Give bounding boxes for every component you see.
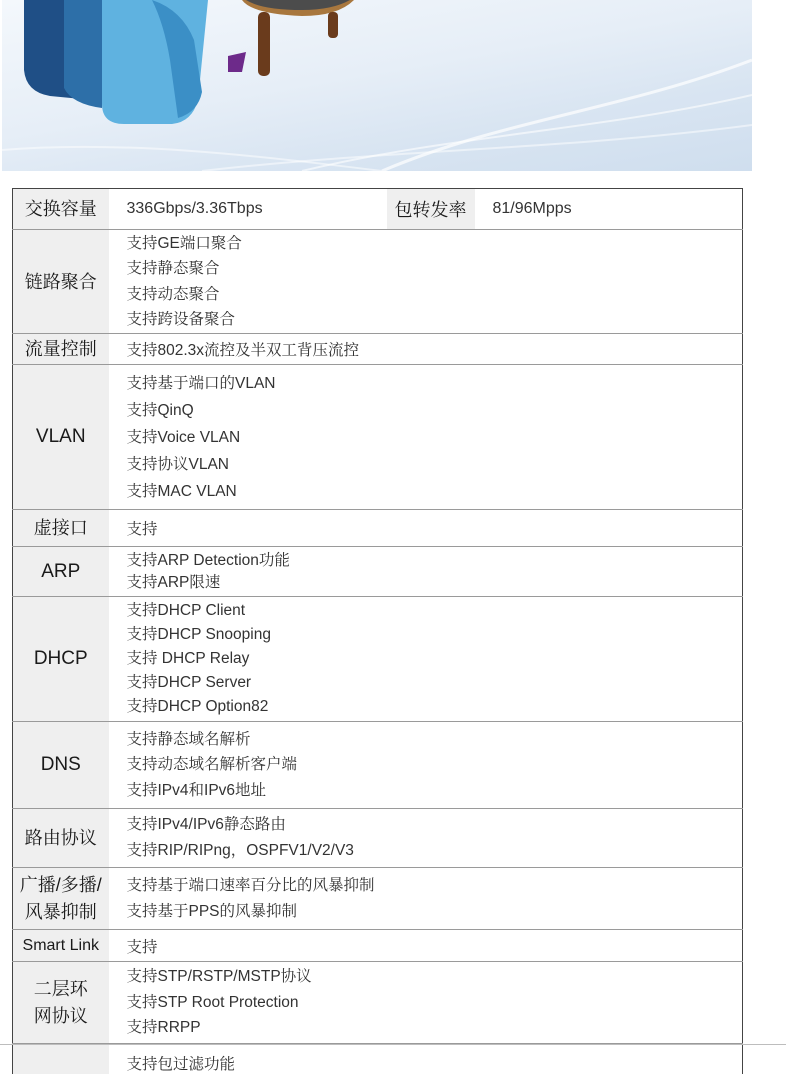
row-line: 支持802.3x流控及半双工背压流控: [126, 342, 360, 359]
row-label: 路由协议: [13, 809, 109, 868]
row-label: 交换容量: [13, 189, 109, 230]
row-label: VLAN: [13, 365, 109, 510]
row-value: [109, 334, 743, 365]
row-line: 支持DHCP Client: [126, 602, 246, 619]
row-label: 流量控制: [13, 334, 109, 365]
table-row: [13, 230, 743, 334]
row-line: 支持: [126, 938, 158, 956]
row-label: [13, 1044, 109, 1074]
row-value: [109, 868, 743, 930]
table-row: [13, 189, 743, 230]
row-line: 支持DHCP Server: [126, 674, 252, 691]
row-label-line: 网协议: [33, 1005, 88, 1026]
row-line: 支持STP/RSTP/MSTP协议: [126, 968, 312, 986]
row-label: DHCP: [13, 597, 109, 722]
row-value: [109, 962, 743, 1044]
row-value: [109, 547, 743, 597]
table-row: [13, 722, 743, 809]
row-line: 支持协议VLAN: [126, 455, 229, 473]
row-line: 支持GE端口聚合: [126, 234, 242, 252]
row-line: 支持IPv4和IPv6地址: [126, 781, 267, 799]
table-row: [13, 930, 743, 962]
row-line: 支持静态聚合: [126, 260, 220, 277]
table-row: [13, 597, 743, 722]
table-row: [13, 510, 743, 547]
row-value: [109, 722, 743, 809]
row-line: 支持QinQ: [126, 401, 194, 419]
row-value: [109, 809, 743, 868]
divider: [0, 1044, 786, 1045]
row-value: [109, 365, 743, 510]
row-line: 支持基于端口的VLAN: [126, 374, 276, 392]
table-row: [13, 962, 743, 1044]
row-line: 支持跨设备聚合: [126, 311, 236, 328]
row-line: 支持STP Root Protection: [126, 993, 299, 1011]
row-label-line: 广播/多播/: [19, 874, 102, 895]
row-label-line: 风暴抑制: [24, 901, 97, 922]
row-line: 支持包过滤功能: [126, 1055, 236, 1073]
row-line: 支持ARP限速: [126, 573, 221, 591]
row-line: 支持Voice VLAN: [126, 428, 241, 446]
row-label: 虚接口: [13, 510, 109, 547]
row-label: [13, 962, 109, 1044]
row-line: 支持DHCP Snooping: [126, 626, 271, 643]
table-row: [13, 809, 743, 868]
row-line: 支持基于端口速率百分比的风暴抑制: [126, 876, 375, 894]
row-line: 支持: [126, 521, 158, 538]
chair-table-illustration: [2, 0, 752, 171]
row-line: 支持 DHCP Relay: [126, 650, 250, 667]
spec-table: [12, 188, 743, 1074]
table-row: [13, 365, 743, 510]
banner-illustration: [2, 0, 752, 171]
table-row: [13, 1044, 743, 1074]
table-row: [13, 547, 743, 597]
row-value: 81/96Mpps: [475, 189, 743, 230]
row-line: 支持IPv4/IPv6静态路由: [126, 816, 286, 833]
row-line: 支持RRPP: [126, 1019, 201, 1037]
row-line: 支持RIP/RIPng，OSPFV1/V2/V3: [126, 842, 354, 859]
table-row: [13, 334, 743, 365]
row-value: [109, 230, 743, 334]
row-line: 支持静态域名解析: [126, 730, 251, 748]
row-value: 336Gbps/3.36Tbps: [109, 189, 387, 230]
row-value: [109, 510, 743, 547]
row-line: 支持动态聚合: [126, 285, 220, 303]
row-label-line: 二层环: [33, 978, 88, 999]
table-row: [13, 868, 743, 930]
row-line: 支持MAC VLAN: [126, 482, 237, 500]
row-line: 支持ARP Detection功能: [126, 551, 290, 569]
row-value: [109, 597, 743, 722]
row-line: 支持基于PPS的风暴抑制: [126, 902, 298, 920]
row-label: ARP: [13, 547, 109, 597]
row-label: Smart Link: [13, 930, 109, 962]
row-line: 支持动态域名解析客户端: [126, 756, 298, 774]
row-line: 支持DHCP Option82: [126, 698, 269, 715]
row-label: [13, 868, 109, 930]
row-value: [109, 930, 743, 962]
row-label: 包转发率: [387, 189, 475, 230]
row-label: DNS: [13, 722, 109, 809]
row-label: 链路聚合: [13, 230, 109, 334]
row-value: [109, 1044, 743, 1074]
